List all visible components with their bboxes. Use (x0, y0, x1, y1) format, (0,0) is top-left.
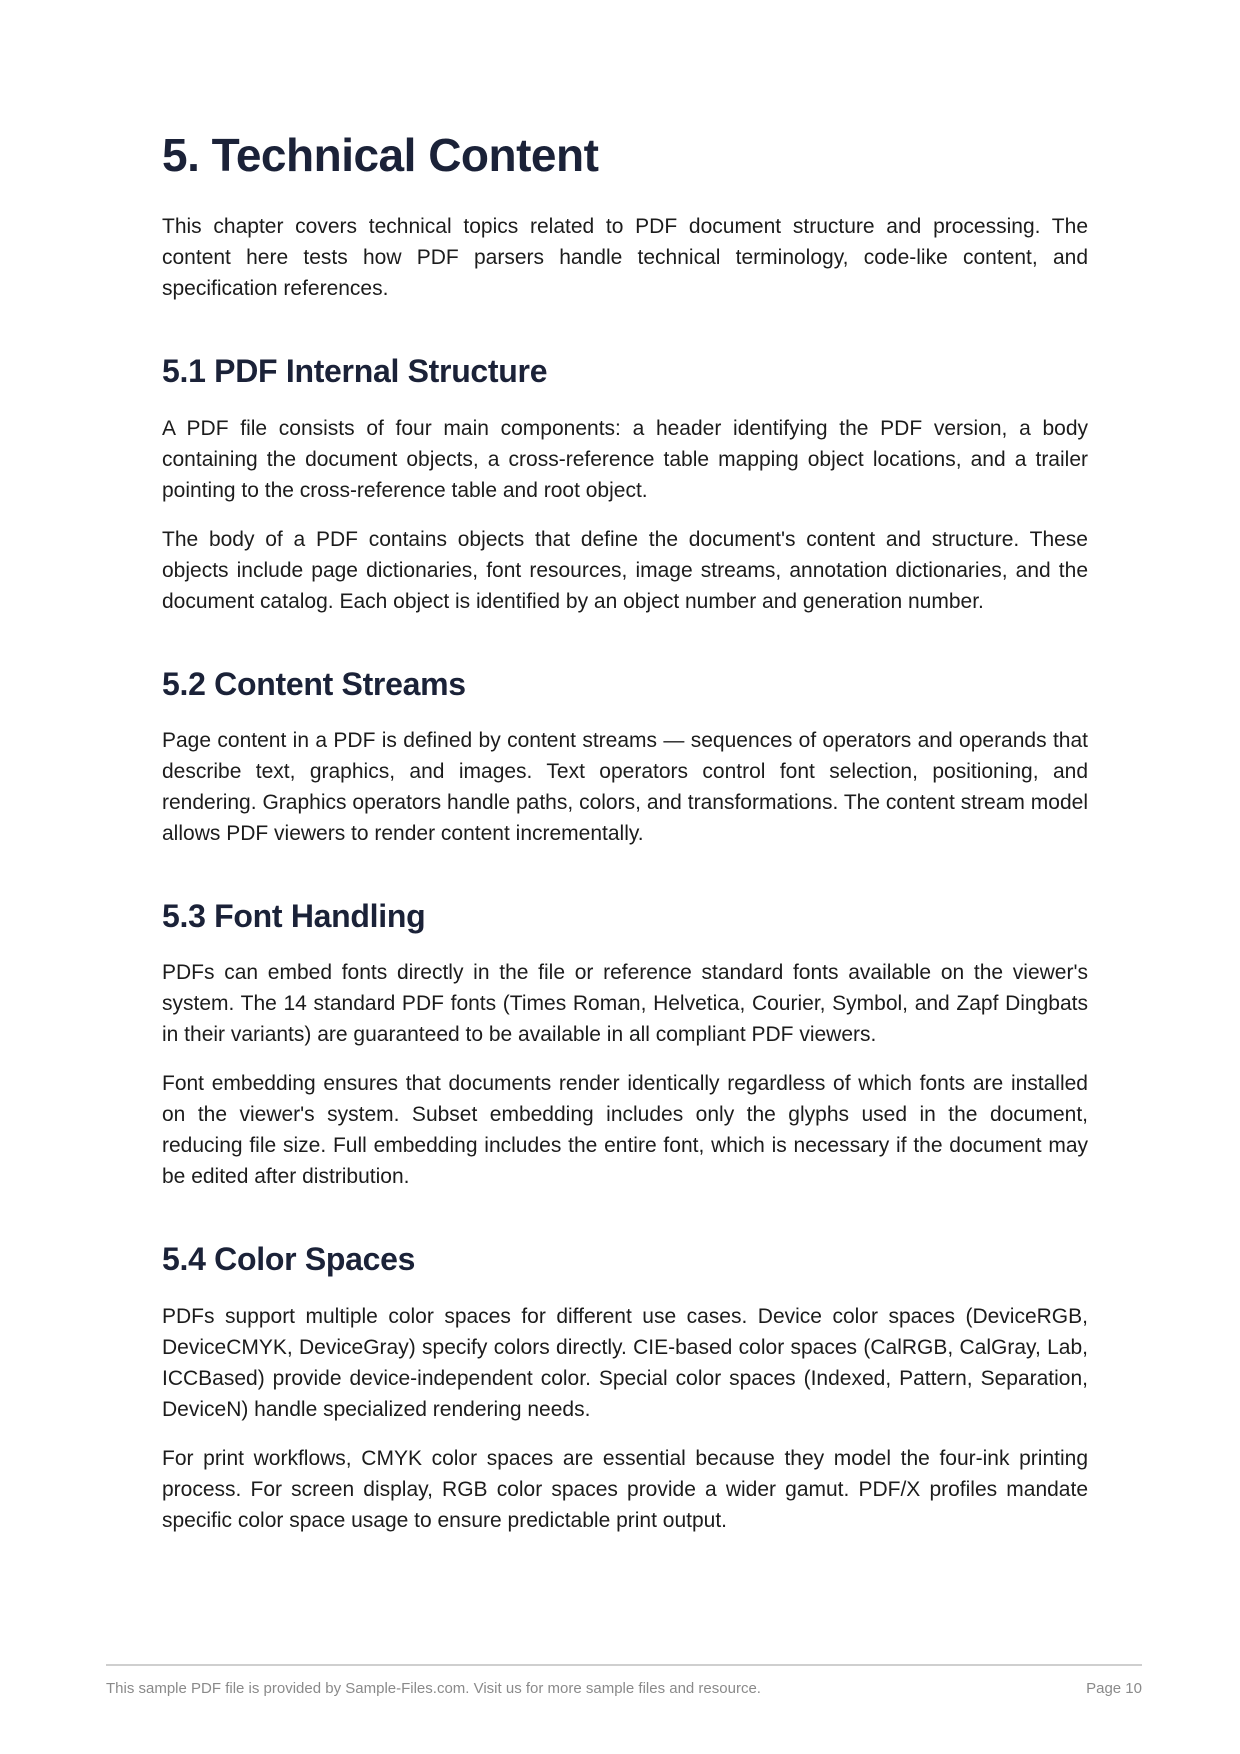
section-content-streams (162, 665, 1088, 849)
section-paragraph: PDFs can embed fonts directly in the file or reference standard fonts available on the viewer's system. The 14 standard PDF fonts (Times Roman, Helvetica, Courier, Symbol, and Zapf Dingbats in their variants) are guaranteed to be available in all compliant PDF viewers. (162, 961, 1088, 1047)
section-heading: 5.1 PDF Internal Structure (162, 353, 548, 390)
section-paragraph: PDFs support multiple color spaces for different use cases. Device color spaces (DeviceRGB, DeviceCMYK, DeviceGray) specify colors directly. CIE-based color spaces (CalRGB, CalGray, Lab, ICCBased) provide device-independent color. Special color spaces (Indexed, Pattern, Separation, DeviceN) handle specialized rendering needs. (162, 1304, 1088, 1421)
section-paragraph: Font embedding ensures that documents render identically regardless of which fonts are installed on the viewer's system. Subset embedding includes only the glyphs used in the document, reducing file size. Full embedding includes the entire font, which is necessary if the document may be edited after distribution. (162, 1072, 1088, 1189)
section-pdf-internal-structure (162, 352, 1088, 616)
section-paragraph: For print workflows, CMYK color spaces are essential because they model the four-ink printing process. For screen display, RGB color spaces provide a wider gamut. PDF/X profiles mandate specific color space usage to ensure predictable print output. (162, 1446, 1088, 1532)
footer-note: This sample PDF file is provided by Sample-Files.com. Visit us for more sample files and resource. (106, 1680, 761, 1697)
section-heading: 5.2 Content Streams (162, 665, 466, 702)
section-paragraph: The body of a PDF contains objects that define the document's content and structure. These objects include page dictionaries, font resources, image streams, annotation dictionaries, and the document catalog. Each object is identified by an object number and generation number. (162, 527, 1088, 613)
footer-divider (106, 1664, 1142, 1666)
section-paragraph: Page content in a PDF is defined by content streams — sequences of operators and operands that describe text, graphics, and images. Text operators control font selection, positioning, and rendering. Graphics operators handle paths, colors, and transformations. The content stream model allows PDF viewers to render content incrementally. (162, 728, 1088, 845)
section-font-handling (162, 897, 1088, 1192)
document-page (162, 128, 1088, 1536)
chapter-intro-paragraph: This chapter covers technical topics related to PDF document structure and processing. The content here tests how PDF parsers handle technical terminology, code-like content, and specification references. (162, 215, 1088, 301)
chapter-title: 5. Technical Content (162, 129, 599, 181)
section-heading: 5.3 Font Handling (162, 897, 426, 934)
section-heading: 5.4 Color Spaces (162, 1241, 416, 1278)
section-paragraph: A PDF file consists of four main components: a header identifying the PDF version, a body containing the document objects, a cross-reference table mapping object locations, and a trailer pointing to the cross-reference table and root object. (162, 416, 1088, 502)
page-number: Page 10 (1086, 1680, 1142, 1697)
page-footer (106, 1680, 1142, 1697)
section-color-spaces (162, 1240, 1088, 1535)
